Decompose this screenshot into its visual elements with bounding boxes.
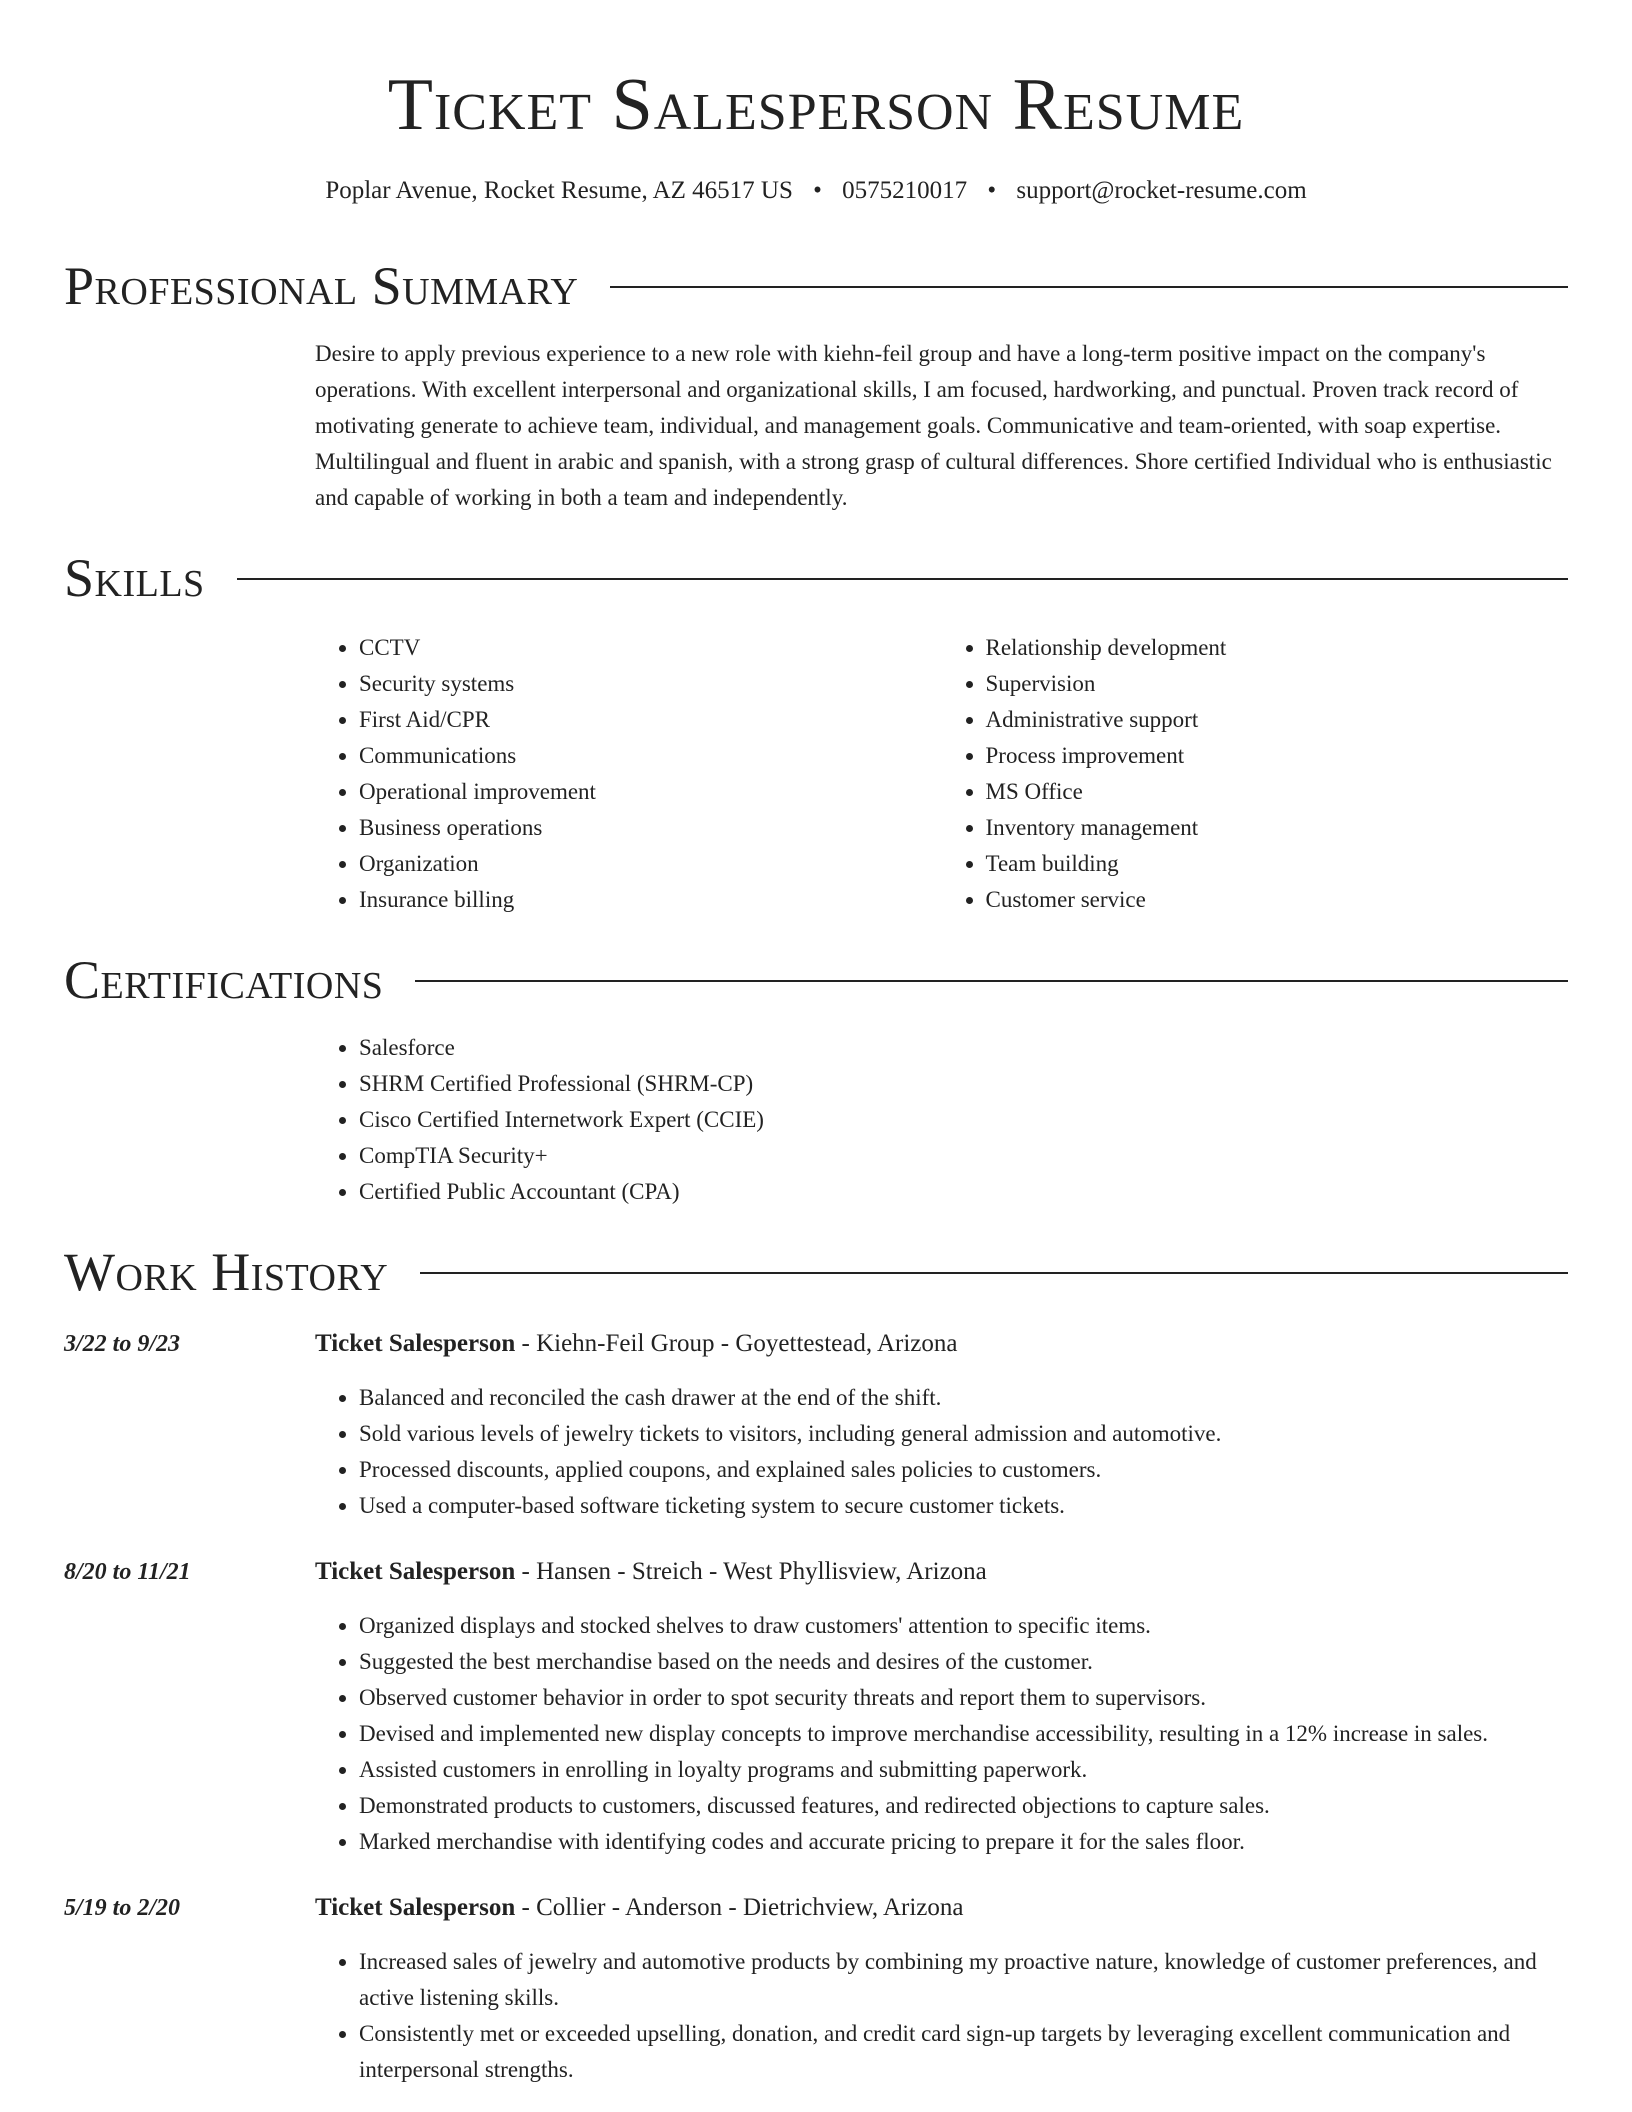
skill-item: • First Aid/CPR <box>359 702 942 738</box>
job-title: Ticket Salesperson <box>315 1558 516 1585</box>
skills-list-right <box>942 630 1569 918</box>
skill-item: • Security systems <box>359 666 942 702</box>
resume-page <box>64 0 1568 2088</box>
skills-section-header <box>64 546 1568 610</box>
job-title: Ticket Salesperson <box>315 1894 516 1921</box>
contact-email: support@rocket-resume.com <box>1016 177 1307 204</box>
skill-item: • Team building <box>986 846 1569 882</box>
summary-text: Desire to apply previous experience to a new role with kiehn-feil group and have a long-term positive impact on the company's operations. With excellent interpersonal and organizational skills, I am focused, hardworking, and punctual. Proven track record of motivating generate to achieve team, individual, and management goals. Communicative and team-oriented, with soap expertise. Multilingual and fluent in arabic and spanish, with a strong grasp of cultural differences. Shore certified Individual who is enthusiastic and capable of working in both a team and independently. <box>315 341 1552 510</box>
contact-separator: • <box>987 177 997 204</box>
skill-item: • Insurance billing <box>359 882 942 918</box>
job-bullet: • Marked merchandise with identifying codes and accurate pricing to prepare it for the sales floor. <box>359 1824 1568 1860</box>
certification-item: • Salesforce <box>359 1030 1568 1066</box>
skill-item: • Process improvement <box>986 738 1569 774</box>
job-title: Ticket Salesperson <box>315 1330 516 1357</box>
section-divider <box>237 578 1568 580</box>
section-divider <box>415 980 1568 982</box>
job-bullet: • Increased sales of jewelry and automotive products by combining my proactive nature, knowledge of customer preferences, and active listening skills. <box>359 1944 1568 2016</box>
job-title-line <box>315 1326 1568 1362</box>
job-bullet: • Balanced and reconciled the cash drawer at the end of the shift. <box>359 1380 1568 1416</box>
contact-line <box>64 174 1568 208</box>
summary-heading: Professional Summary <box>64 256 579 316</box>
skill-item: • Administrative support <box>986 702 1569 738</box>
certifications-section-header <box>64 948 1568 1012</box>
job-entry <box>64 1554 1568 1860</box>
job-bullet: • Used a computer-based software ticketing system to secure customer tickets. <box>359 1488 1568 1524</box>
skill-item: • Organization <box>359 846 942 882</box>
skills-heading: Skills <box>64 548 205 608</box>
certification-item: • Certified Public Accountant (CPA) <box>359 1174 1568 1210</box>
job-bullet: • Observed customer behavior in order to spot security threats and report them to supervisors. <box>359 1680 1568 1716</box>
work-section-header <box>64 1240 1568 1304</box>
work-heading: Work History <box>64 1242 389 1302</box>
job-details <box>315 1554 1568 1860</box>
summary-section-header <box>64 254 1568 318</box>
skill-item: • CCTV <box>359 630 942 666</box>
skill-item: • Inventory management <box>986 810 1569 846</box>
job-bullet: • Devised and implemented new display concepts to improve merchandise accessibility, resulting in a 12% increase in sales. <box>359 1716 1568 1752</box>
resume-title: Ticket Salesperson Resume <box>387 64 1245 146</box>
job-dates: 5/19 to 2/20 <box>64 1895 181 1921</box>
skill-item: • MS Office <box>986 774 1569 810</box>
job-employer: - Hansen - Streich - West Phyllisview, Arizona <box>515 1558 987 1585</box>
job-bullets <box>315 1944 1568 2088</box>
skills-list-left <box>315 630 942 918</box>
certifications-list <box>315 1030 1568 1210</box>
job-entry <box>64 1890 1568 2088</box>
contact-separator: • <box>813 177 822 204</box>
job-title-line <box>315 1890 1568 1926</box>
job-dates: 8/20 to 11/21 <box>64 1559 191 1585</box>
job-details <box>315 1890 1568 2088</box>
job-details <box>315 1326 1568 1524</box>
job-bullet: • Sold various levels of jewelry tickets to visitors, including general admission and automotive. <box>359 1416 1568 1452</box>
job-bullet: • Processed discounts, applied coupons, and explained sales policies to customers. <box>359 1452 1568 1488</box>
job-title-line <box>315 1554 1568 1590</box>
certifications-heading: Certifications <box>64 950 384 1010</box>
certifications-section <box>315 1030 1568 1210</box>
section-divider <box>610 286 1568 288</box>
skill-item: • Supervision <box>986 666 1569 702</box>
skill-item: • Relationship development <box>986 630 1569 666</box>
job-bullet: • Suggested the best merchandise based on the needs and desires of the customer. <box>359 1644 1568 1680</box>
certification-item: • Cisco Certified Internetwork Expert (CCIE) <box>359 1102 1568 1138</box>
job-bullet: • Assisted customers in enrolling in loyalty programs and submitting paperwork. <box>359 1752 1568 1788</box>
job-bullet: • Organized displays and stocked shelves to draw customers' attention to specific items. <box>359 1608 1568 1644</box>
job-entry <box>64 1326 1568 1524</box>
skills-section <box>315 630 1568 918</box>
section-divider <box>420 1272 1568 1274</box>
job-bullets <box>315 1380 1568 1524</box>
job-bullet: • Demonstrated products to customers, discussed features, and redirected objections to capture sales. <box>359 1788 1568 1824</box>
job-bullet: • Consistently met or exceeded upselling, donation, and credit card sign-up targets by leveraging excellent communication and interpersonal strengths. <box>359 2016 1568 2088</box>
skill-item: • Business operations <box>359 810 942 846</box>
summary-section <box>315 336 1568 516</box>
skill-item: • Communications <box>359 738 942 774</box>
contact-address: Poplar Avenue, Rocket Resume, AZ 46517 US <box>325 177 793 204</box>
job-employer: - Kiehn-Feil Group - Goyettestead, Arizona <box>515 1330 958 1357</box>
job-employer: - Collier - Anderson - Dietrichview, Arizona <box>515 1894 964 1921</box>
contact-phone: 0575210017 <box>842 177 968 204</box>
skill-item: • Customer service <box>986 882 1569 918</box>
certification-item: • SHRM Certified Professional (SHRM-CP) <box>359 1066 1568 1102</box>
job-dates: 3/22 to 9/23 <box>64 1331 181 1357</box>
job-bullets <box>315 1608 1568 1860</box>
skills-columns <box>315 630 1568 918</box>
skill-item: • Operational improvement <box>359 774 942 810</box>
certification-item: • CompTIA Security+ <box>359 1138 1568 1174</box>
